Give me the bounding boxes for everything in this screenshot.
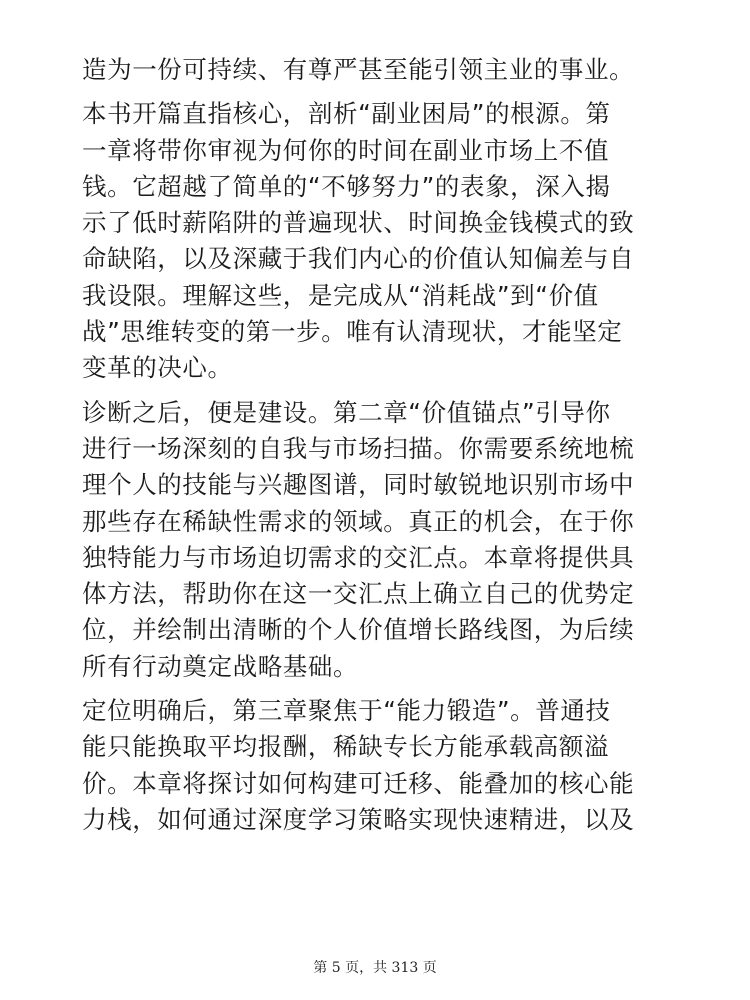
text-line: 命缺陷，以及深藏于我们内心的价值认知偏差与自 (82, 244, 635, 274)
text-line: 定位明确后，第三章聚焦于“能力锻造”。普通技 (82, 696, 611, 726)
paragraph (82, 693, 682, 838)
text-line: 诊断之后，便是建设。第二章“价值锚点”引导你 (82, 397, 611, 427)
text-line: 价。本章将探讨如何构建可迁移、能叠加的核心能 (82, 768, 635, 798)
text-line: 本书开篇直指核心，剖析“副业困局”的根源。第 (82, 99, 611, 129)
text-line: 位，并绘制出清晰的个人价值增长路线图，为后续 (82, 615, 635, 645)
text-line: 那些存在稀缺性需求的领域。真正的机会，在于你 (82, 506, 635, 536)
paragraph (82, 52, 682, 88)
paragraph (82, 96, 682, 386)
text-line: 能只能换取平均报酬，稀缺专长方能承载高额溢 (82, 732, 610, 762)
text-line: 所有行动奠定战略基础。 (82, 651, 359, 681)
text-line: 理个人的技能与兴趣图谱，同时敏锐地识别市场中 (82, 470, 635, 500)
page-number: 第 5 页，共 313 页 (313, 960, 437, 976)
text-line: 进行一场深刻的自我与市场扫描。你需要系统地梳 (82, 433, 635, 463)
text-line: 造为一份可持续、有尊严甚至能引领主业的事业。 (82, 55, 635, 84)
text-line: 独特能力与市场迫切需求的交汇点。本章将提供具 (82, 542, 635, 572)
text-line: 力栈，如何通过深度学习策略实现快速精进，以及 (82, 804, 635, 834)
text-line: 变革的决心。 (82, 353, 233, 383)
paragraph (82, 395, 682, 685)
text-line: 战”思维转变的第一步。唯有认清现状，才能坚定 (82, 317, 623, 347)
page-body (82, 52, 682, 846)
text-line: 示了低时薪陷阱的普遍现状、时间换金钱模式的致 (82, 208, 635, 238)
text-line: 钱。它超越了简单的“不够努力”的表象，深入揭 (82, 171, 611, 201)
text-line: 一章将带你审视为何你的时间在副业市场上不值 (82, 135, 610, 165)
text-line: 我设限。理解这些，是完成从“消耗战”到“价值 (82, 280, 599, 310)
text-line: 体方法，帮助你在这一交汇点上确立自己的优势定 (82, 579, 635, 609)
